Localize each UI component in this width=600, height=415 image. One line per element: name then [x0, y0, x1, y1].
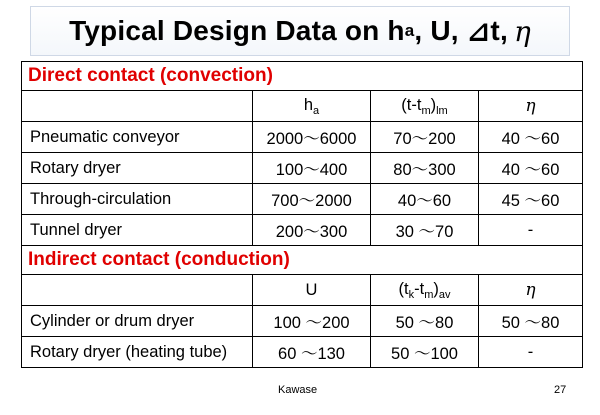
- table-row: [22, 122, 583, 153]
- row-eta: 40 ～60: [479, 122, 583, 153]
- table-row: [22, 215, 583, 246]
- design-data-table: [21, 61, 583, 368]
- title-t: t,: [490, 15, 508, 46]
- table-row: [22, 184, 583, 215]
- header-u: U: [253, 275, 371, 306]
- row-name: Through-circulation: [22, 184, 253, 215]
- slide-title: [30, 6, 570, 56]
- row-h: 100～400: [253, 153, 371, 184]
- header-delta-t-av: $(t_k-t_m)_{av}$: [371, 275, 479, 306]
- row-h: 2000～6000: [253, 122, 371, 153]
- row-name: Pneumatic conveyor: [22, 122, 253, 153]
- row-eta: 50 ～80: [479, 306, 583, 337]
- title-prefix: Typical Design Data on h: [69, 15, 405, 46]
- row-name-cell: [22, 337, 253, 368]
- footer-author: Kawase: [278, 384, 318, 396]
- section-heading-indirect: Indirect contact (conduction): [22, 246, 583, 275]
- row-eta: 45 ～60: [479, 184, 583, 215]
- header-eta: η: [479, 91, 583, 122]
- table-row: [22, 337, 583, 368]
- row-h: 60 ～130: [253, 337, 371, 368]
- row-name: Rotary dryer: [22, 153, 253, 184]
- row-dt: 50 ～80: [371, 306, 479, 337]
- row-eta: -: [479, 215, 583, 246]
- section-heading-row: [22, 246, 583, 275]
- title-eta: η: [513, 14, 531, 48]
- row-name: Tunnel dryer: [22, 215, 253, 246]
- column-header-row: [22, 91, 583, 122]
- header-eta: η: [479, 275, 583, 306]
- section-heading-row: [22, 62, 583, 91]
- delta-symbol: ⊿: [466, 15, 491, 47]
- header-ha: $h_a$: [253, 91, 371, 122]
- row-dt: 70～200: [371, 122, 479, 153]
- row-name: Rotary dryer (heating tube): [30, 343, 228, 361]
- row-h: 700～2000: [253, 184, 371, 215]
- row-dt: 50 ～100: [371, 337, 479, 368]
- row-dt: 40～60: [371, 184, 479, 215]
- row-h: 200～300: [253, 215, 371, 246]
- header-delta-t-lm: $(t-t_m)_{lm}$: [371, 91, 479, 122]
- row-h: 100 ～200: [253, 306, 371, 337]
- section-heading-direct: Direct contact (convection): [22, 62, 583, 91]
- column-header-row: [22, 275, 583, 306]
- table-row: [22, 153, 583, 184]
- title-middle: , U,: [414, 15, 467, 46]
- row-eta: -: [479, 337, 583, 368]
- page-number: 27: [554, 384, 567, 396]
- table-row: [22, 306, 583, 337]
- header-blank-cell: [22, 91, 253, 122]
- row-eta: 40 ～60: [479, 153, 583, 184]
- row-name: Cylinder or drum dryer: [22, 306, 253, 337]
- row-dt: 80～300: [371, 153, 479, 184]
- row-dt: 30 ～70: [371, 215, 479, 246]
- title-sub-a: a: [404, 21, 415, 40]
- header-blank-cell: [22, 275, 253, 306]
